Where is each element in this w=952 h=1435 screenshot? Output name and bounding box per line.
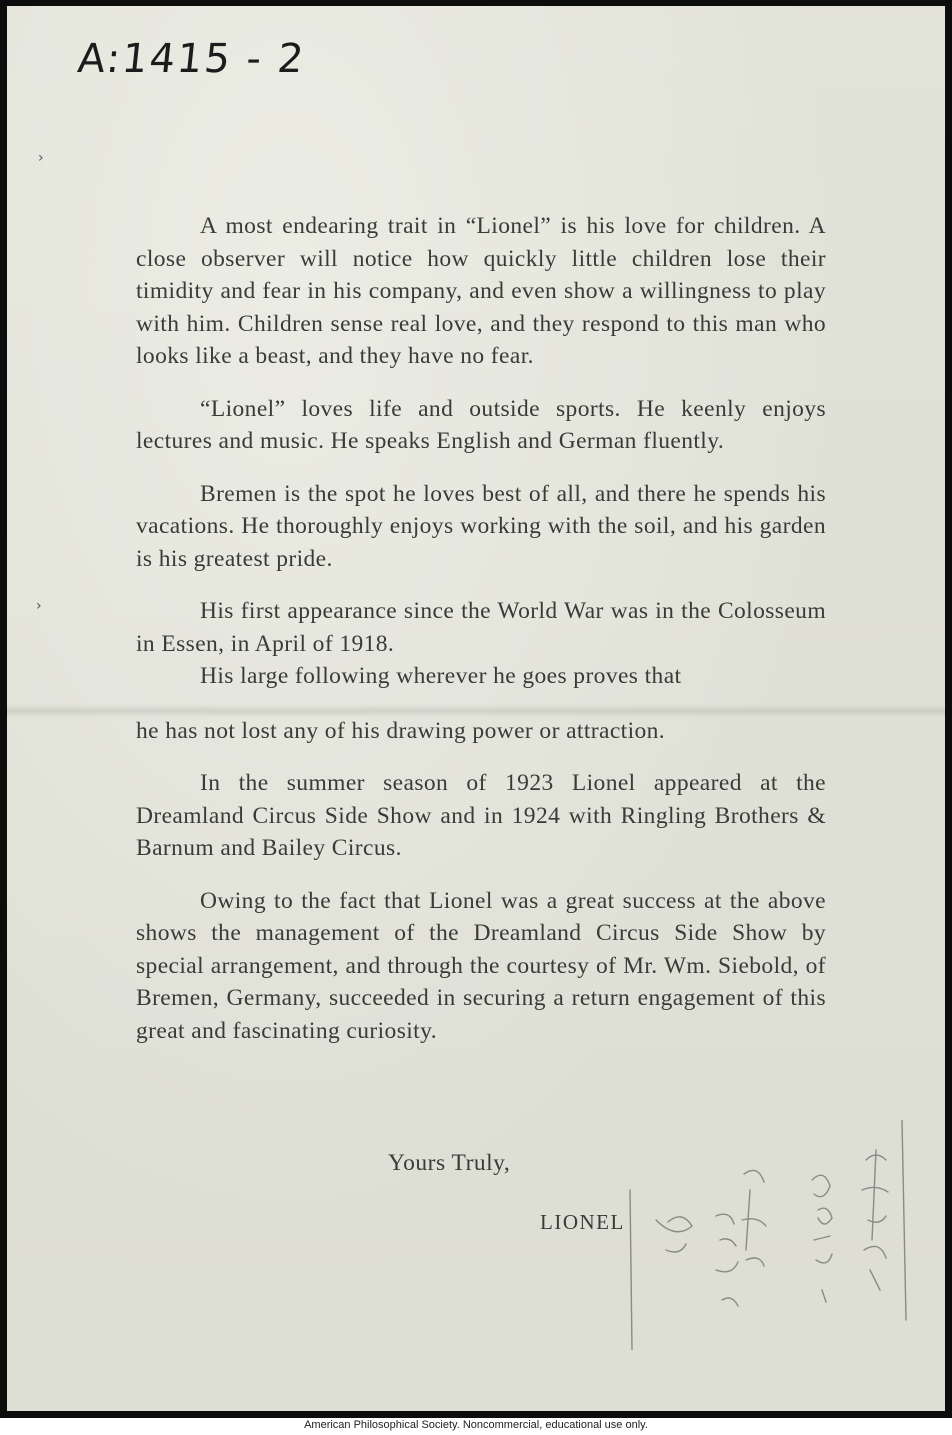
pencil-annotation [626, 1120, 926, 1350]
paragraph: His large following wherever he goes proves that [200, 663, 682, 689]
footer-credit: American Philosophical Society. Noncommercial, educational use only. [304, 1419, 648, 1431]
paragraph: Bremen is the spot he loves best of all, and there he spends his vacations. He thoroughly enjoys working with the soil, and his garden is his greatest pride. [136, 480, 826, 572]
catalog-number: A:1415 - 2 [75, 36, 308, 82]
paragraph: A most endearing trait in “Lionel” is his love for children. A close observer will notice how quickly little children lose their timidity and fear in his company, and even show a willingness to play with him. Children sense real love, and they respond to this man who looks like a beast, and they have no fear. [136, 213, 826, 369]
closing-salutation: Yours Truly, [388, 1150, 511, 1176]
paragraph: His first appearance since the World War was in the Colosseum in Essen, in April of 1918. [136, 598, 826, 657]
margin-mark: › [36, 598, 42, 614]
paragraph: “Lionel” loves life and outside sports. He keenly enjoys lectures and music. He speaks English and German fluently. [136, 395, 826, 454]
letter-body [136, 210, 826, 1067]
signature: LIONEL [540, 1210, 625, 1234]
paragraph: In the summer season of 1923 Lionel appeared at the Dreamland Circus Side Show and in 1924 with Ringling Brothers & Barnum and Bailey Circus. [136, 770, 826, 861]
paragraph: Owing to the fact that Lionel was a great success at the above shows the management of the Dreamland Circus Side Show by special arrangement, and through the courtesy of Mr. Wm. Siebold, of Bremen, Germany, succeeded in securing a return engagement of this great and fascinating curiosity. [136, 887, 826, 1044]
paragraph: he has not lost any of his drawing power or attraction. [136, 717, 666, 744]
margin-mark: › [38, 150, 44, 166]
